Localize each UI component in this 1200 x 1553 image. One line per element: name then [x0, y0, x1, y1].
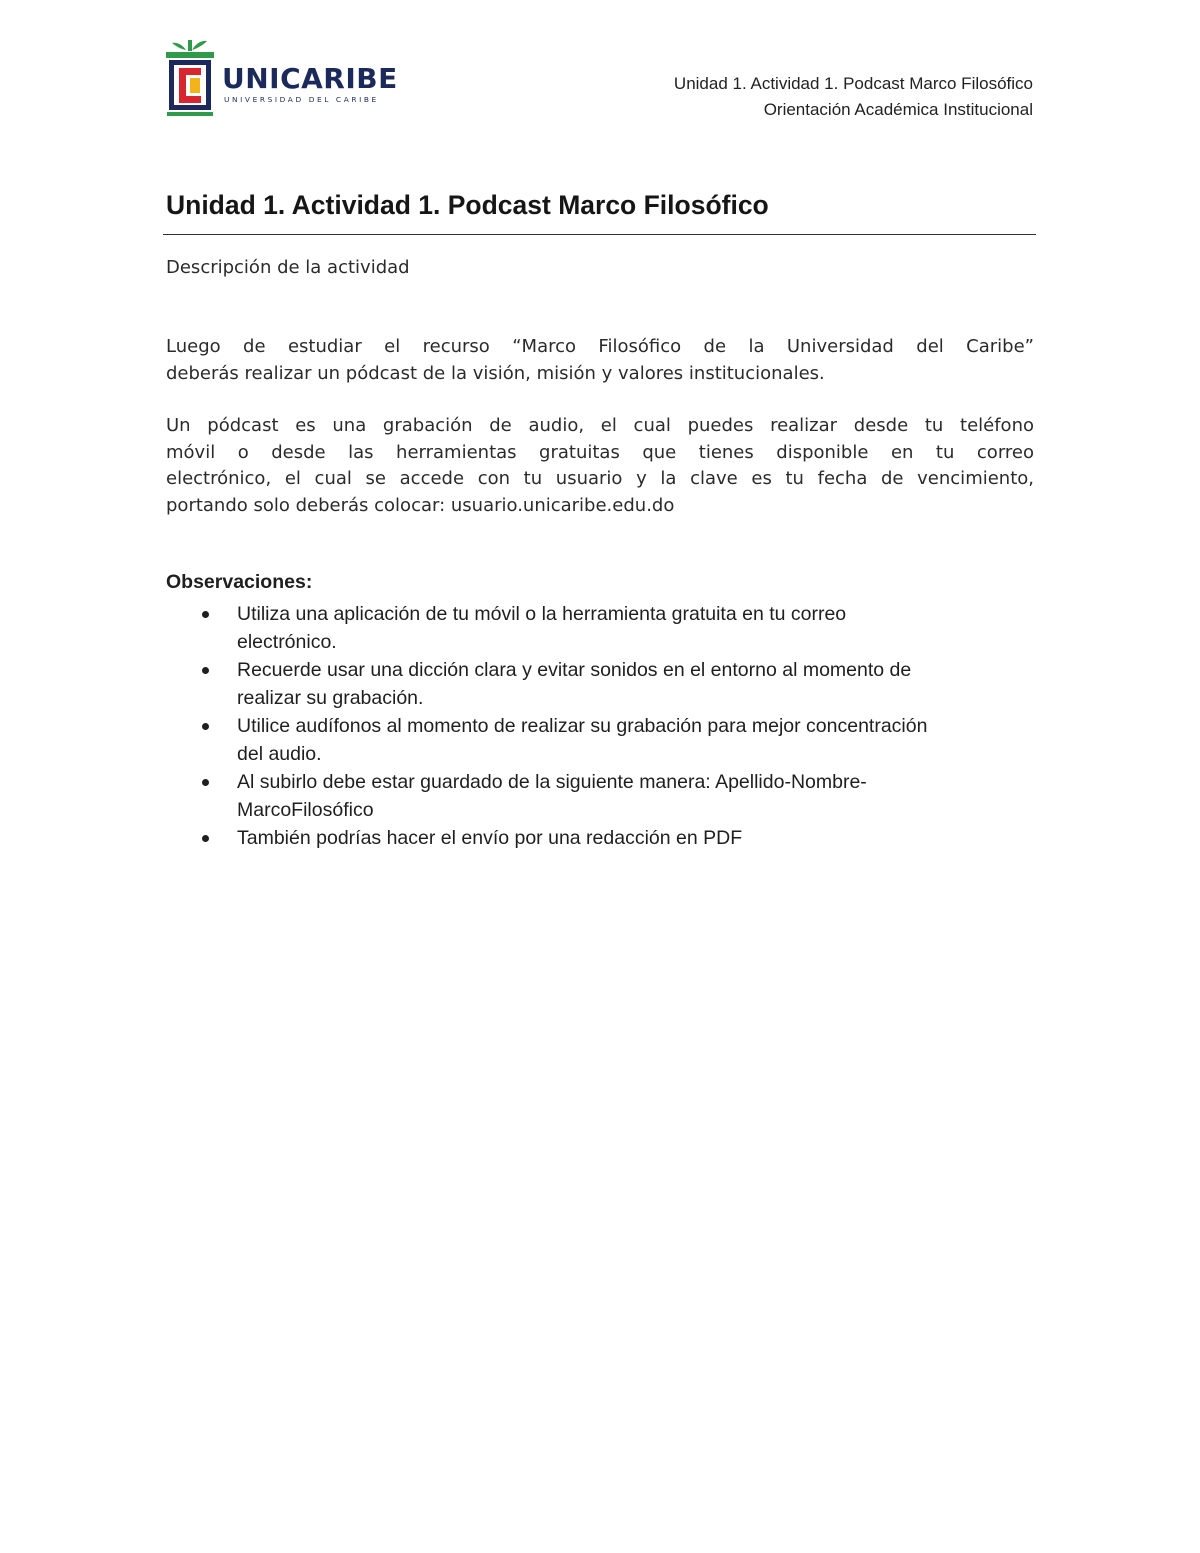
logo-emblem-icon — [164, 38, 220, 118]
description-paragraph-1 — [166, 334, 1034, 387]
list-item-line: También podrías hacer el envío por una redacción en PDF — [237, 827, 743, 849]
list-item-line: MarcoFilosófico — [237, 799, 374, 821]
document-title: Unidad 1. Actividad 1. Podcast Marco Filosófico — [166, 190, 769, 220]
bullet-icon — [202, 667, 209, 674]
observations-list — [166, 600, 1026, 852]
paragraph-line: Luego de estudiar el recurso “Marco Filosófico de la Universidad del Caribe” — [166, 336, 1034, 357]
list-item — [166, 712, 1026, 768]
paragraph-line: electrónico, el cual se accede con tu usuario y la clave es tu fecha de vencimiento, — [166, 468, 1034, 489]
bullet-icon — [202, 611, 209, 618]
bullet-icon — [202, 779, 209, 786]
list-item-line: del audio. — [237, 743, 322, 765]
unicaribe-logo — [164, 38, 398, 118]
title-divider — [163, 234, 1036, 235]
paragraph-line: deberás realizar un pódcast de la visión, misión y valores institucionales. — [166, 362, 825, 384]
list-item-line: Recuerde usar una dicción clara y evitar sonidos en el entorno al momento de — [237, 659, 912, 681]
logo-wordmark: UNICARIBE — [222, 62, 398, 95]
list-item — [166, 824, 1026, 852]
bullet-icon — [202, 723, 209, 730]
observations-heading: Observaciones: — [166, 571, 313, 593]
logo-subtitle: UNIVERSIDAD DEL CARIBE — [224, 95, 379, 104]
running-header — [674, 71, 1033, 123]
list-item-line: Utilice audífonos al momento de realizar su grabación para mejor concentración — [237, 715, 928, 737]
list-item-line: Utiliza una aplicación de tu móvil o la herramienta gratuita en tu correo — [237, 603, 847, 625]
list-item — [166, 768, 1026, 824]
running-header-subtitle: Orientación Académica Institucional — [763, 100, 1033, 119]
section-label: Descripción de la actividad — [166, 257, 410, 278]
list-item — [166, 656, 1026, 712]
list-item — [166, 600, 1026, 656]
list-item-line: Al subirlo debe estar guardado de la siguiente manera: Apellido-Nombre- — [237, 771, 867, 793]
description-paragraph-2 — [166, 413, 1034, 519]
running-header-title: Unidad 1. Actividad 1. Podcast Marco Filosófico — [673, 74, 1033, 93]
paragraph-line: móvil o desde las herramientas gratuitas que tienes disponible en tu correo — [166, 441, 1034, 463]
paragraph-line: Un pódcast es una grabación de audio, el cual puedes realizar desde tu teléfono — [166, 415, 1034, 436]
bullet-icon — [202, 835, 209, 842]
list-item-line: electrónico. — [237, 631, 337, 653]
list-item-line: realizar su grabación. — [237, 687, 424, 709]
paragraph-line: portando solo deberás colocar: usuario.unicaribe.edu.do — [166, 494, 675, 516]
